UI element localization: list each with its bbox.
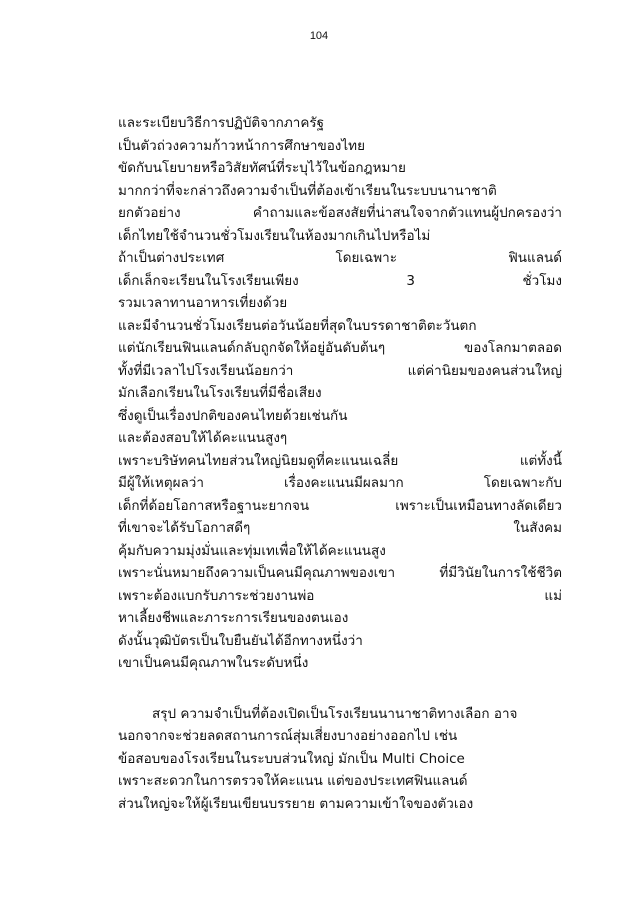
text-segment: และระเบียบวิธีการปฏิบัติจากภาครัฐ [118,115,325,131]
text-segment: เขาเป็นคนมีคุณภาพในระดับหนึ่ง [118,655,309,671]
text-line [118,450,562,473]
text-segment: และต้องสอบให้ได้คะแนนสูงๆ [118,430,288,446]
text-segment: ดังนั้นวุฒิบัตรเป็นใบยืนยันได้อีกทางหนึ่งว่า [118,632,363,649]
text-segment: เพราะต้องแบกรับภาระช่วยงานพ่อ [118,587,315,604]
text-line [118,540,562,563]
text-line [118,472,562,495]
text-segment: ที่มีวินัยในการใช้ชีวิต [439,565,562,581]
text-segment: ฟินแลนด์ [508,250,562,266]
text-segment: เพราะสะดวกในการตรวจให้คะแนน แต่ของประเทศฟินแลนด์ [118,773,468,789]
text-segment: คำถามและข้อสงสัยที่น่าสนใจจากตัวแทนผู้ปกครองว่า [252,205,562,221]
text-line [118,703,562,726]
text-line [118,315,562,338]
text-segment: มากกว่าที่จะกล่าวถึงความจำเป็นที่ต้องเข้าเรียนในระบบนานาชาติ [118,182,497,199]
text-line [118,360,562,383]
text-segment: ชั่วโมง [522,272,562,289]
text-line [118,495,562,518]
text-segment: และมีจำนวนชั่วโมงเรียนต่อวันน้อยที่สุดในบรรดาชาติตะวันตก [118,317,477,334]
text-line [118,202,562,225]
text-line [118,337,562,360]
page-number: 104 [309,30,329,42]
text-segment: ที่เขาจะได้รับโอกาสดีๆ [118,520,251,536]
paragraph-gap [118,675,562,703]
text-segment: เด็กที่ด้อยโอกาสหรือฐานะยากจน [118,497,310,514]
text-segment: ซึ่งดูเป็นเรื่องปกติของคนไทยด้วยเช่นกัน [118,407,348,424]
text-segment: สรุป ความจำเป็นที่ต้องเปิดเป็นโรงเรียนนานาชาติทางเลือก อาจ [152,705,518,722]
text-segment: ถ้าเป็นต่างประเทศ [118,250,225,266]
text-line [118,793,562,816]
text-segment: เรื่องคะแนนมีผลมาก [283,475,404,491]
text-segment: แต่ค่านิยมของคนส่วนใหญ่ [407,362,562,379]
text-line [118,607,562,630]
paragraph-2 [118,703,562,816]
text-line [118,225,562,248]
text-line [118,725,562,748]
text-segment: หาเลี้ยงชีพและภาระการเรียนของตนเอง [118,610,349,626]
text-line [118,748,562,771]
text-line [118,585,562,608]
text-line [118,112,562,135]
text-segment: ของโลกมาตลอด [463,340,562,356]
text-segment: ส่วนใหญ่จะให้ผู้เรียนเขียนบรรยาย ตามความเข้าใจของตัวเอง [118,795,474,812]
text-segment: โดยเฉพาะ [335,250,397,266]
text-line [118,405,562,428]
text-line [118,562,562,585]
text-line [118,270,562,293]
text-segment: คุ้มกับความมุ่งมั่นและทุ่มเทเพื่อให้ได้คะแนนสูง [118,542,386,559]
text-segment: เพราะเป็นเหมือนทางลัดเดียว [395,497,562,514]
text-segment: เพราะนั่นหมายถึงความเป็นคนมีคุณภาพของเขา [118,565,396,581]
body-text [118,112,562,815]
text-segment: เพราะบริษัทคนไทยส่วนใหญ่นิยมดูที่คะแนนเฉลี่ย [118,452,399,469]
text-segment: แต่นักเรียนฟินแลนด์กลับถูกจัดให้อยู่อันดับต้นๆ [118,340,386,356]
text-line [118,630,562,653]
text-segment: ทั้งที่มีเวลาไปโรงเรียนน้อยกว่า [118,362,294,379]
text-line [118,180,562,203]
text-line [118,517,562,540]
text-segment: ขัดกับนโยบายหรือวิสัยทัศน์ที่ระบุไว้ในข้อกฎหมาย [118,160,406,176]
text-segment: ยกตัวอย่าง [118,205,181,221]
text-segment: แม่ [544,587,562,604]
text-line [118,135,562,158]
text-segment: เป็นตัวถ่วงความก้าวหน้าการศึกษาของไทย [118,137,365,154]
text-segment: แต่ทั้งนี้ [519,452,562,469]
text-segment: นอกจากจะช่วยลดสถานการณ์สุ่มเสี่ยงบางอย่างออกไป เช่น [118,728,458,744]
text-segment: เด็กไทยใช้จำนวนชั่วโมงเรียนในห้องมากเกินไปหรือไม่ [118,227,431,244]
text-line [118,247,562,270]
paragraph-1 [118,112,562,675]
text-segment: มักเลือกเรียนในโรงเรียนที่มีชื่อเสียง [118,385,322,401]
text-segment: มีผู้ให้เหตุผลว่า [118,475,204,491]
text-segment: เด็กเล็กจะเรียนในโรงเรียนเพียง [118,272,299,289]
text-line [118,770,562,793]
text-line [118,652,562,675]
text-segment: รวมเวลาทานอาหารเที่ยงด้วย [118,295,288,311]
text-segment: โดยเฉพาะกับ [483,475,562,491]
text-line [118,292,562,315]
text-segment: ในสังคม [513,520,562,536]
text-line [118,382,562,405]
text-line [118,427,562,450]
text-segment: 3 [406,272,415,289]
text-segment: ข้อสอบของโรงเรียนในระบบส่วนใหญ่ มักเป็น Multi Choice [118,750,465,767]
text-line [118,157,562,180]
